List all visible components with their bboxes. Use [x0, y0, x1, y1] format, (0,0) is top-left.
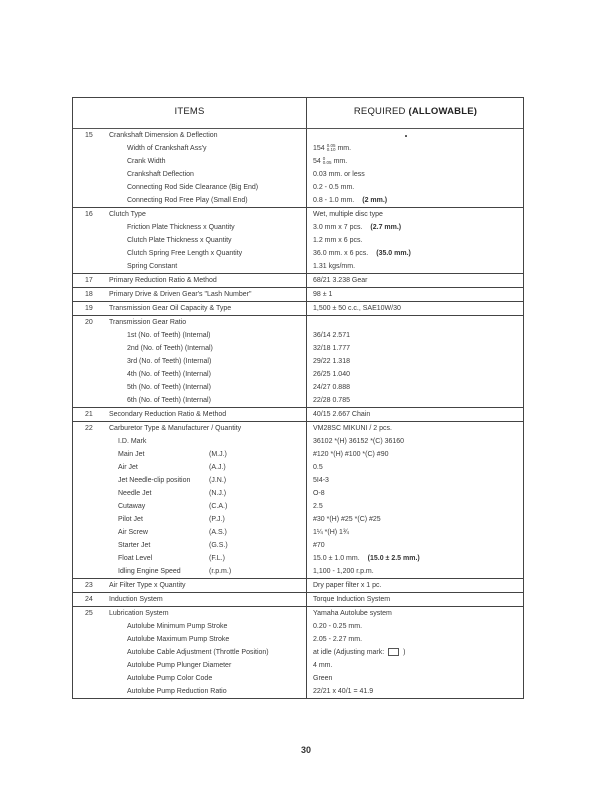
item-number: 19	[85, 305, 93, 312]
value-text: 22/21 x 40/1 = 41.9	[313, 688, 374, 695]
row-label: Main Jet	[118, 451, 145, 458]
item-value: 40/15 2.667 Chain	[313, 411, 371, 418]
table-row	[73, 221, 523, 234]
item-title: Induction System	[109, 596, 163, 603]
row-value	[313, 329, 350, 342]
item-value: 98 ± 1	[313, 291, 333, 298]
row-label: Connecting Rod Free Play (Small End)	[127, 197, 248, 204]
item-number: 20	[85, 319, 93, 326]
row-label: Autolube Pump Reduction Ratio	[127, 688, 227, 695]
table-row	[73, 288, 523, 301]
row-label: Air Jet	[118, 464, 138, 471]
adjusting-mark-square-icon	[388, 648, 399, 656]
table-row	[73, 168, 523, 181]
value-text: O-8	[313, 490, 325, 497]
row-label: Crankshaft Deflection	[127, 171, 194, 178]
row-label: Friction Plate Thickness x Quantity	[127, 224, 235, 231]
item-number: 17	[85, 277, 93, 284]
row-value	[313, 552, 420, 565]
value-text: 24/27 0.888	[313, 384, 350, 391]
value-text: #30 *(H) #25 *(C) #25	[313, 516, 381, 523]
row-value	[313, 247, 411, 260]
value-text: 0.5	[313, 464, 323, 471]
item-title: Primary Reduction Ratio & Method	[109, 277, 217, 284]
row-abbreviation: (J.N.)	[209, 477, 227, 484]
row-abbreviation: (M.J.)	[209, 451, 227, 458]
value-text: #120 *(H) #100 *(C) #90	[313, 451, 389, 458]
row-abbreviation: (A.S.)	[209, 529, 227, 536]
row-value	[313, 394, 350, 407]
table-row	[73, 435, 523, 448]
value-text: 36.0 mm. x 6 pcs.	[313, 250, 369, 257]
table-row	[73, 247, 523, 260]
tolerance	[327, 144, 336, 152]
table-row	[73, 672, 523, 685]
table-row	[73, 342, 523, 355]
row-label: Autolube Cable Adjustment (Throttle Position)	[127, 649, 269, 656]
item-title: Crankshaft Dimension & Deflection	[109, 132, 218, 139]
row-abbreviation: (N.J.)	[209, 490, 227, 497]
table-row	[73, 565, 523, 578]
table-row	[73, 381, 523, 394]
row-label: Air Screw	[118, 529, 148, 536]
section-22	[73, 422, 523, 579]
row-label: Needle Jet	[118, 490, 152, 497]
section-17	[73, 274, 523, 288]
stray-mark	[405, 135, 407, 137]
row-label: Starter Jet	[118, 542, 151, 549]
item-number: 22	[85, 425, 93, 432]
value-text: 2.05 - 2.27 mm.	[313, 636, 363, 643]
table-row	[73, 194, 523, 207]
row-value	[313, 448, 389, 461]
table-row	[73, 646, 523, 659]
row-value	[313, 381, 350, 394]
table-row	[73, 487, 523, 500]
value-text: 1¼ *(H) 1¾	[313, 529, 349, 536]
section-19	[73, 302, 523, 316]
item-title: Primary Drive & Driven Gear's "Lash Number"	[109, 291, 252, 298]
row-label: Crank Width	[127, 158, 166, 165]
row-label: Autolube Pump Color Code	[127, 675, 213, 682]
table-row	[73, 593, 523, 606]
value-text: 26/25 1.040	[313, 371, 350, 378]
tolerance-upper: 0.05	[326, 143, 336, 149]
table-row	[73, 274, 523, 287]
tolerance-lower: 0.05	[322, 160, 332, 166]
row-abbreviation: (G.S.)	[209, 542, 228, 549]
row-label: Connecting Rod Side Clearance (Big End)	[127, 184, 259, 191]
item-title: Clutch Type	[109, 211, 146, 218]
table-row	[73, 422, 523, 435]
allowable-label: (ALLOWABLE)	[408, 106, 478, 117]
row-value	[313, 181, 354, 194]
required-label: REQUIRED	[353, 106, 406, 117]
row-value	[313, 342, 350, 355]
value-text: 1,100 - 1,200 r.p.m.	[313, 568, 374, 575]
table-row	[73, 620, 523, 633]
value-text: 1.31 kgs/mm.	[313, 263, 356, 270]
value-text: 2.5	[313, 503, 323, 510]
row-value	[313, 142, 351, 155]
row-value	[313, 513, 381, 526]
specifications-table	[72, 97, 524, 699]
value-text: at idle (Adjusting mark:	[313, 649, 385, 656]
items-column-header: ITEMS	[174, 106, 205, 117]
row-value	[313, 633, 362, 646]
row-value	[313, 565, 374, 578]
item-title: Carburetor Type & Manufacturer / Quantity	[109, 425, 242, 432]
table-row	[73, 355, 523, 368]
value-text: 36102 *(H) 36152 *(C) 36160	[313, 438, 405, 445]
page-number: 30	[300, 745, 311, 755]
value-text: 29/22 1.318	[313, 358, 350, 365]
value-text: 15.0 ± 1.0 mm.	[313, 555, 360, 562]
row-value	[313, 685, 373, 698]
row-label: Clutch Spring Free Length x Quantity	[127, 250, 243, 257]
section-16	[73, 208, 523, 274]
row-abbreviation: (A.J.)	[209, 464, 226, 471]
table-row	[73, 539, 523, 552]
row-abbreviation: (r.p.m.)	[209, 568, 232, 575]
table-row	[73, 500, 523, 513]
table-row	[73, 368, 523, 381]
row-label: 1st (No. of Teeth) (Internal)	[127, 332, 211, 339]
value-text: #70	[313, 542, 325, 549]
required-column-header	[306, 106, 525, 117]
table-row	[73, 552, 523, 565]
row-value	[313, 260, 355, 273]
row-label: Width of Crankshaft Ass'y	[127, 145, 207, 152]
allowable-value: (2.7 mm.)	[370, 224, 402, 231]
row-label: Pilot Jet	[118, 516, 143, 523]
table-row	[73, 302, 523, 315]
value-text: 36/14 2.571	[313, 332, 350, 339]
section-25	[73, 607, 523, 698]
row-label: Cutaway	[118, 503, 146, 510]
item-value: Torque Induction System	[313, 596, 391, 603]
row-abbreviation: (F.L.)	[209, 555, 225, 562]
item-value: 68/21 3.238 Gear	[313, 277, 368, 284]
row-value	[313, 155, 347, 168]
value-text: 22/28 0.785	[313, 397, 350, 404]
table-header	[73, 98, 523, 129]
row-label: 3rd (No. of Teeth) (Internal)	[127, 358, 212, 365]
table-row	[73, 448, 523, 461]
row-value	[313, 487, 325, 500]
value-text: 154	[313, 145, 325, 152]
item-title: Lubrication System	[109, 610, 169, 617]
row-value	[313, 659, 332, 672]
item-number: 21	[85, 411, 93, 418]
row-label: 6th (No. of Teeth) (Internal)	[127, 397, 211, 404]
row-label: Autolube Minimum Pump Stroke	[127, 623, 228, 630]
row-label: Autolube Maximum Pump Stroke	[127, 636, 230, 643]
item-number: 18	[85, 291, 93, 298]
table-row	[73, 607, 523, 620]
table-row	[73, 394, 523, 407]
item-title: Transmission Gear Oil Capacity & Type	[109, 305, 232, 312]
unit: mm.	[333, 158, 348, 165]
value-suffix: )	[403, 649, 406, 656]
row-value	[313, 234, 362, 247]
value-text: Green	[313, 675, 333, 682]
item-value: Wet, multiple disc type	[313, 211, 383, 218]
item-value: 1,500 ± 50 c.c., SAE10W/30	[313, 305, 401, 312]
value-text: 0.8 - 1.0 mm.	[313, 197, 355, 204]
row-label: Spring Constant	[127, 263, 178, 270]
value-text: 32/18 1.777	[313, 345, 350, 352]
tolerance	[323, 157, 332, 165]
row-value	[313, 368, 350, 381]
row-value	[313, 672, 332, 685]
item-number: 15	[85, 132, 93, 139]
row-label: Jet Needle-clip position	[118, 477, 191, 484]
table-row	[73, 329, 523, 342]
item-title: Transmission Gear Ratio	[109, 319, 187, 326]
row-value	[313, 474, 329, 487]
row-label: 5th (No. of Teeth) (Internal)	[127, 384, 211, 391]
allowable-value: (2 mm.)	[362, 197, 388, 204]
row-label: 4th (No. of Teeth) (Internal)	[127, 371, 211, 378]
table-row	[73, 208, 523, 221]
item-number: 24	[85, 596, 93, 603]
value-text: 3.0 mm x 7 pcs.	[313, 224, 363, 231]
tolerance-upper: 0	[322, 156, 326, 162]
row-label: Autolube Pump Plunger Diameter	[127, 662, 232, 669]
table-row	[73, 685, 523, 698]
row-value	[313, 194, 387, 207]
table-row	[73, 408, 523, 421]
allowable-value: (35.0 mm.)	[376, 250, 411, 257]
table-row	[73, 181, 523, 194]
section-23	[73, 579, 523, 593]
item-number: 23	[85, 582, 93, 589]
section-18	[73, 288, 523, 302]
row-value	[313, 168, 365, 181]
item-title: Air Filter Type x Quantity	[109, 582, 186, 589]
table-row	[73, 234, 523, 247]
allowable-value: (15.0 ± 2.5 mm.)	[367, 555, 420, 562]
item-number: 25	[85, 610, 93, 617]
row-label: 2nd (No. of Teeth) (Internal)	[127, 345, 213, 352]
row-abbreviation: (C.A.)	[209, 503, 228, 510]
value-text: 54	[313, 158, 321, 165]
row-value	[313, 526, 349, 539]
unit: mm.	[337, 145, 352, 152]
section-24	[73, 593, 523, 607]
table-row	[73, 579, 523, 592]
row-value	[313, 355, 350, 368]
item-value: Dry paper filter x 1 pc.	[313, 582, 382, 589]
row-label: Idling Engine Speed	[118, 568, 181, 575]
table-row	[73, 474, 523, 487]
tolerance-lower: 0.10	[326, 147, 336, 153]
row-abbreviation: (P.J.)	[209, 516, 225, 523]
section-15	[73, 129, 523, 208]
row-value	[313, 435, 404, 448]
row-value	[313, 221, 401, 234]
row-label: Float Level	[118, 555, 153, 562]
row-value	[313, 500, 323, 513]
table-row	[73, 316, 523, 329]
row-label: I.D. Mark	[118, 438, 147, 445]
row-value	[313, 539, 325, 552]
table-row	[73, 659, 523, 672]
table-row	[73, 129, 523, 142]
row-value	[313, 461, 323, 474]
table-row	[73, 155, 523, 168]
value-text: 0.2 - 0.5 mm.	[313, 184, 355, 191]
value-text: 1.2 mm x 6 pcs.	[313, 237, 363, 244]
row-value	[313, 646, 405, 659]
row-label: Clutch Plate Thickness x Quantity	[127, 237, 232, 244]
value-text: 0.20 - 0.25 mm.	[313, 623, 363, 630]
table-row	[73, 461, 523, 474]
table-row	[73, 633, 523, 646]
table-row	[73, 142, 523, 155]
table-body	[73, 129, 523, 698]
table-row	[73, 260, 523, 273]
item-number: 16	[85, 211, 93, 218]
item-title: Secondary Reduction Ratio & Method	[109, 411, 227, 418]
value-text: 0.03 mm. or less	[313, 171, 365, 178]
section-21	[73, 408, 523, 422]
table-row	[73, 513, 523, 526]
item-value: VM28SC MIKUNI / 2 pcs.	[313, 425, 392, 432]
item-value: Yamaha Autolube system	[313, 610, 392, 617]
value-text: 4 mm.	[313, 662, 333, 669]
value-text: 5I4-3	[313, 477, 329, 484]
section-20	[73, 316, 523, 408]
row-value	[313, 620, 362, 633]
table-row	[73, 526, 523, 539]
